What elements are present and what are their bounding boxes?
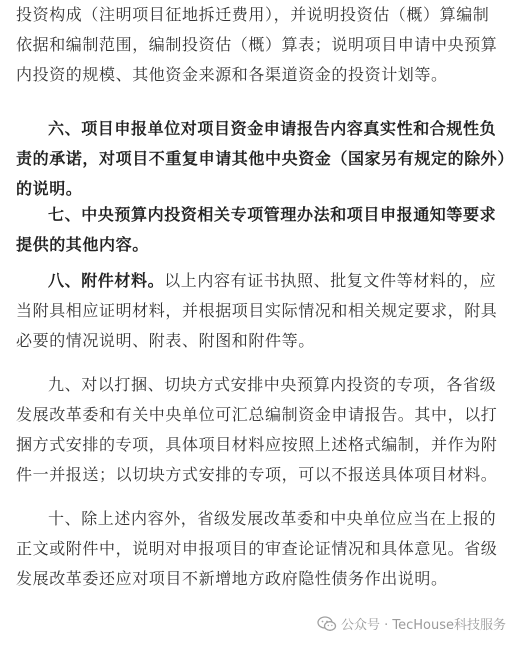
text-line: 九、对以打捆、切块方式安排中央预算内投资的专项，各省级 <box>48 375 497 394</box>
paragraph-item-7 <box>0 200 520 260</box>
text-line: 十、除上述内容外，省级发展改革委和中央单位应当在上报的 <box>48 509 497 528</box>
paragraph-investment <box>0 0 520 90</box>
watermark <box>317 614 506 633</box>
text-line: 责的承诺，对项目不重复申请其他中央资金（国家另有规定的除外） <box>16 149 514 168</box>
paragraph-item-6 <box>0 114 520 204</box>
text-line: 内投资的规模、其他资金来源和各渠道资金的投资计划等。 <box>16 65 448 84</box>
text-fragment: 以上内容有证书执照、批复文件等材料的，应 <box>164 271 497 290</box>
watermark-text: 公众号 · TecHouse科技服务 <box>340 618 506 633</box>
text-line: 提供的其他内容。 <box>16 235 149 254</box>
text-line: 发展改革委还应对项目不新增地方政府隐性债务作出说明。 <box>16 569 448 588</box>
wechat-icon <box>317 616 337 632</box>
text-line: 发展改革委和有关中央单位可汇总编制资金申请报告。其中，以打 <box>16 405 498 424</box>
text-line: 捆方式安排的专项，具体项目材料应按照上述格式编制，并作为附 <box>16 435 498 454</box>
text-line <box>16 266 514 296</box>
paragraph-item-8 <box>0 266 520 356</box>
text-line: 投资构成（注明项目征地拆迁费用），并说明投资估（概）算编制 <box>16 5 490 24</box>
text-line: 当附具相应证明材料，并根据项目实际情况和相关规定要求，附具 <box>16 301 498 320</box>
text-line: 必要的情况说明、附表、附图和附件等。 <box>16 331 315 350</box>
section-heading: 八、附件材料。 <box>48 271 165 290</box>
text-line: 依据和编制范围，编制投资估（概）算表；说明项目申请中央预算 <box>16 35 498 54</box>
paragraph-item-10 <box>0 504 520 594</box>
text-line: 的说明。 <box>16 179 83 198</box>
text-line: 六、项目申报单位对项目资金申请报告内容真实性和合规性负 <box>48 119 497 138</box>
text-line: 七、中央预算内投资相关专项管理办法和项目申报通知等要求 <box>48 205 497 224</box>
text-line: 件一并报送；以切块方式安排的专项，可以不报送具体项目材料。 <box>16 465 498 484</box>
text-line: 正文或附件中，说明对申报项目的审查论证情况和具体意见。省级 <box>16 539 498 558</box>
paragraph-item-9 <box>0 370 520 490</box>
